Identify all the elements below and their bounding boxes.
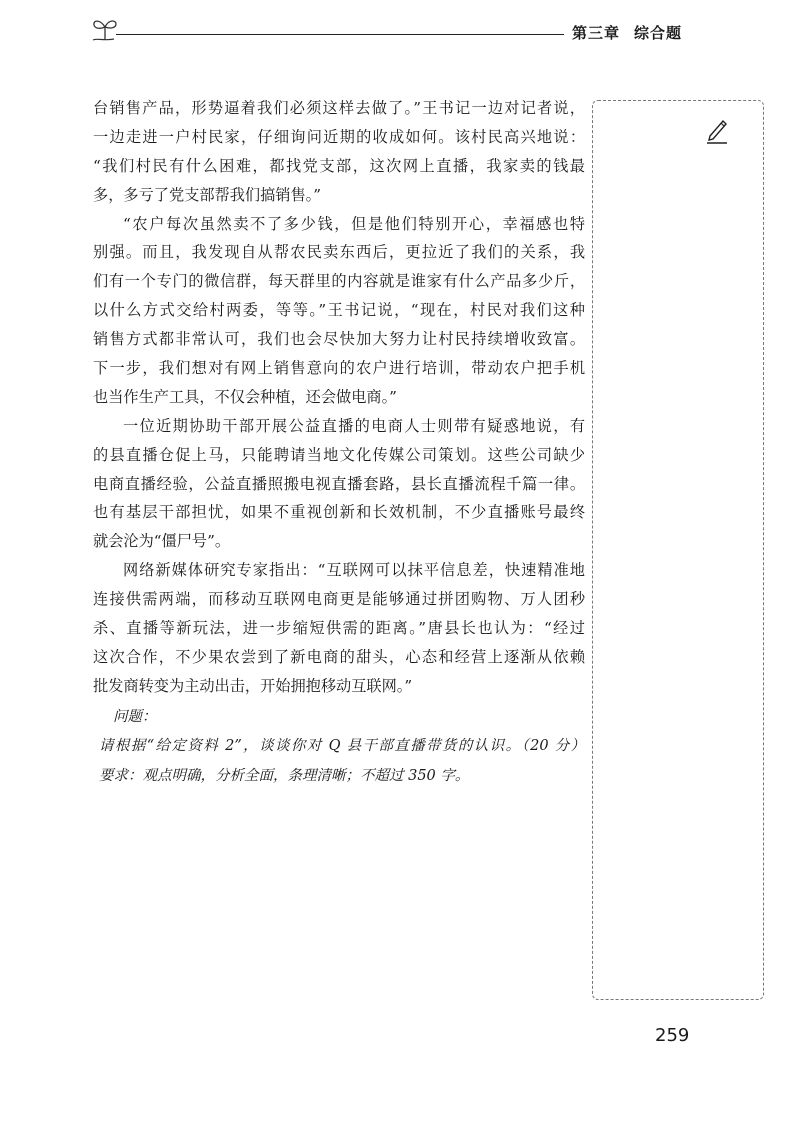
text-line: 们有一个专门的微信群，每天群里的内容就是谁家有什么产品多少斤， xyxy=(93,272,585,291)
chapter-heading xyxy=(572,22,682,43)
text-line: 的县直播仓促上马，只能聘请当地文化传媒公司策划。这些公司缺少 xyxy=(93,445,585,464)
paragraph-1 xyxy=(93,94,585,210)
chapter-title: 第三章 xyxy=(572,24,621,42)
paragraph-2 xyxy=(93,210,585,412)
question-prompt: 请根据“给定资料 2”，谈谈你对 Q 县干部直播带货的认识。（20 分） xyxy=(99,738,585,755)
text-line: 以什么方式交给村两委，等等。”王书记说，“现在，村民对我们这种 xyxy=(93,301,585,320)
text-line: 连接供需两端，而移动互联网电商更是能够通过拼团购物、万人团秒 xyxy=(93,590,585,609)
question-label: 问题： xyxy=(113,708,157,725)
text-line: 也有基层干部担忧，如果不重视创新和长效机制，不少直播账号最终 xyxy=(93,503,585,522)
question-block xyxy=(93,703,585,792)
text-line: 网络新媒体研究专家指出：“互联网可以抹平信息差，快速精准地 xyxy=(123,561,585,580)
text-line: 这次合作，不少果农尝到了新电商的甜头，心态和经营上逐渐从依赖 xyxy=(93,647,585,666)
body-text xyxy=(93,94,585,791)
paragraph-4 xyxy=(93,556,585,700)
page-number: 259 xyxy=(655,1025,690,1046)
question-requirement: 要求：观点明确，分析全面，条理清晰；不超过 350 字。 xyxy=(99,767,470,784)
text-line: 一边走进一户村民家，仔细询问近期的收成如何。该村民高兴地说： xyxy=(93,127,585,146)
paragraph-3 xyxy=(93,412,585,556)
text-line: 一位近期协助干部开展公益直播的电商人士则带有疑惑地说，有 xyxy=(123,416,585,435)
text-line: 批发商转变为主动出击，开始拥抱移动互联网。” xyxy=(93,676,413,695)
text-line: 也当作生产工具，不仅会种植，还会做电商。” xyxy=(93,387,397,406)
text-line: 杀、直播等新玩法，进一步缩短供需的距离。”唐县长也认为：“经过 xyxy=(93,619,585,638)
sprout-icon xyxy=(90,14,120,44)
text-line: 台销售产品，形势逼着我们必须这样去做了。”王书记一边对记者说， xyxy=(93,99,585,117)
text-line: 下一步，我们想对有网上销售意向的农户进行培训，带动农户把手机 xyxy=(93,359,585,378)
text-line: 多，多亏了党支部帮我们搞销售。” xyxy=(93,185,321,204)
section-title: 综合题 xyxy=(634,24,683,42)
text-line: 就会沦为“僵尸号”。 xyxy=(93,532,231,551)
text-line: 别强。而且，我发现自从帮农民卖东西后，更拉近了我们的关系，我 xyxy=(93,243,585,262)
text-line: “农户每次虽然卖不了多少钱，但是他们特别开心，幸福感也特 xyxy=(123,214,585,233)
text-line: 销售方式都非常认可，我们也会尽快加大努力让村民持续增收致富。 xyxy=(93,330,585,349)
header-rule xyxy=(116,34,564,35)
pencil-icon xyxy=(704,116,730,146)
text-line: “我们村民有什么困难，都找党支部，这次网上直播，我家卖的钱最 xyxy=(93,156,585,175)
text-line: 电商直播经验，公益直播照搬电视直播套路，县长直播流程千篇一律。 xyxy=(93,474,585,493)
notes-box xyxy=(592,100,764,1000)
